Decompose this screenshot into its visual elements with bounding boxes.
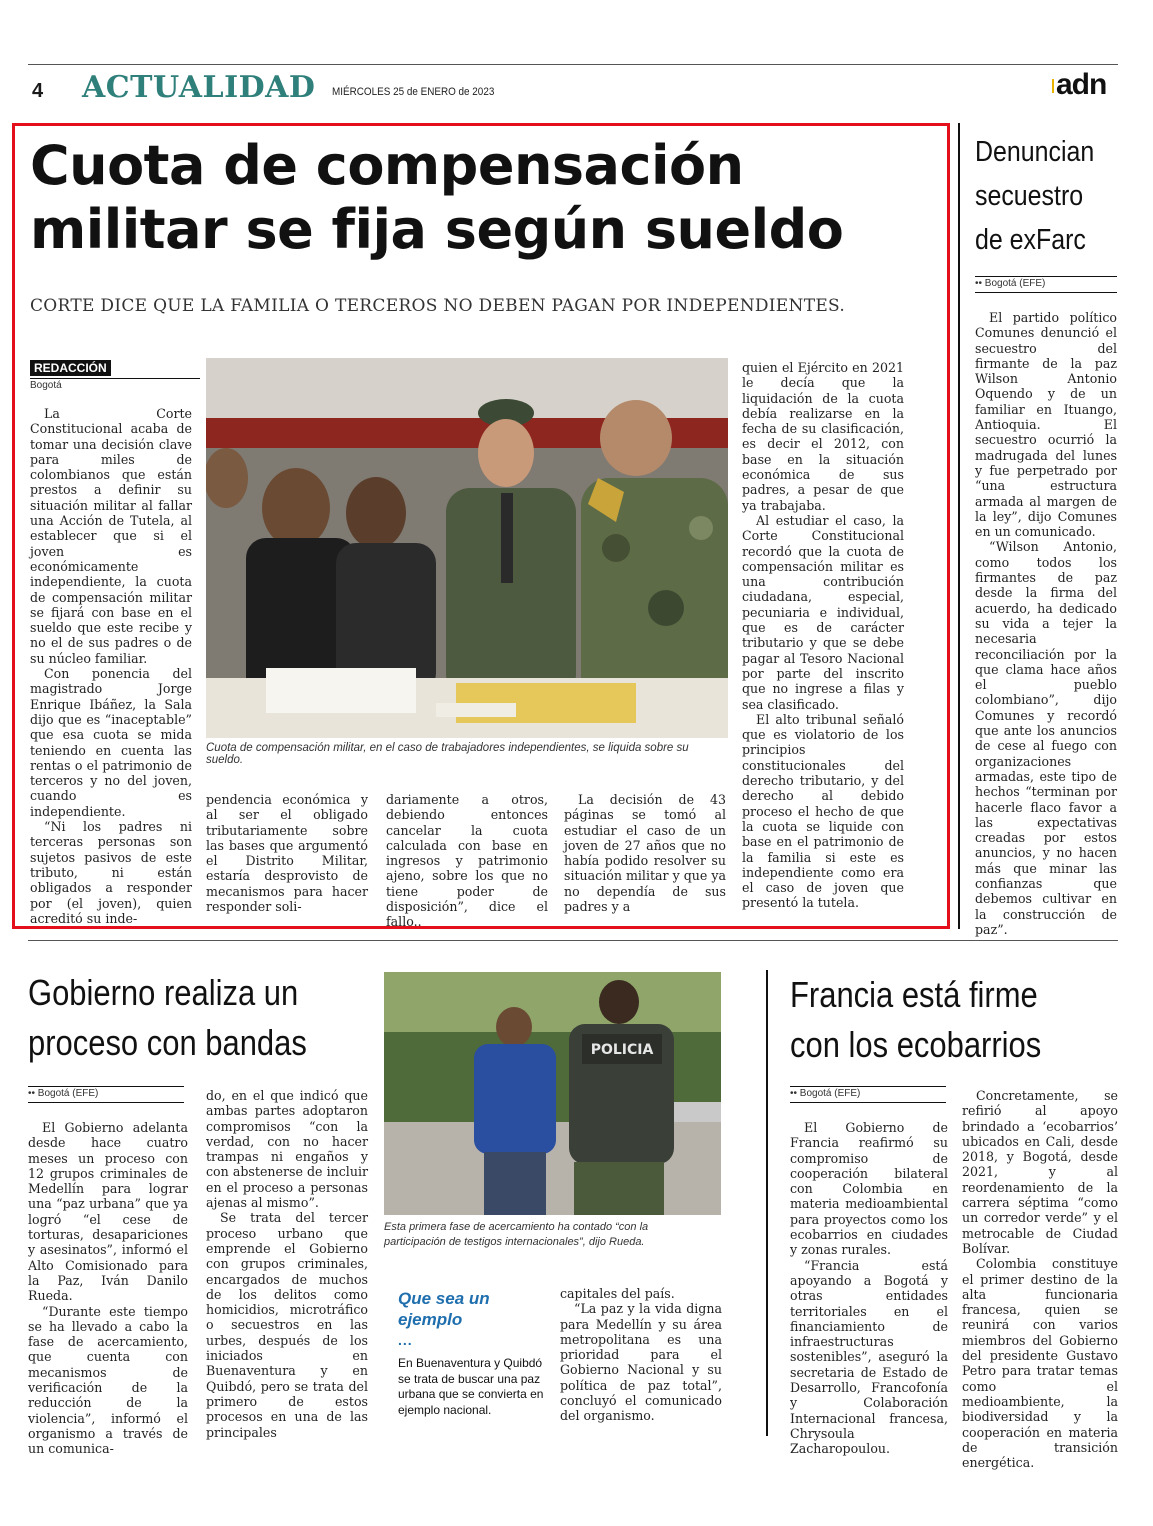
bandas-column-2 xyxy=(206,1088,368,1440)
byline-location: Bogotá xyxy=(30,378,200,391)
bandas-photo xyxy=(384,972,721,1215)
paragraph: do, en el que indicó que ambas partes adoptaron compromisos “con la verdad, con no hacer trampas ni engaños y con abstenerse de incluir en el proceso a personas ajenas al mismo”. xyxy=(206,1088,368,1211)
police-label: POLICIA xyxy=(590,1042,654,1058)
quote-title: Que sea un ejemplo xyxy=(398,1289,490,1329)
paragraph: Al estudiar el caso, la Corte Constitucional recordó que la cuota de compensación militar es una contribución ciudadana, especial, pecuniaria e individual, que es de carácter tributario y que se debe pagar al Tesoro Nacional por parte del inscrito que no ingrese a filas y sea clasificado. xyxy=(742,512,904,712)
paragraph: Se trata del tercer proceso urbano que emprende el Gobierno con grupos criminales, encargados de muchos de los delitos como homicidios, microtráfico o secuestros en las urbes, después de los iniciados en Buenaventura y en Quibdó, pero se trata del primero de estos procesos en una de las principales xyxy=(206,1210,368,1440)
sidebar-headline-line2: secuestro xyxy=(975,180,1084,212)
paragraph: “La paz y la vida digna para Medellín y su área metropolitana es una prioridad para el Gobierno Nacional y su política de paz total”, concluyó el comunicado del organismo. xyxy=(560,1301,722,1424)
main-headline-line2: militar se fija según sueldo xyxy=(30,198,844,261)
paragraph: La Corte Constitucional acaba de tomar una decisión clave para miles de colombianos que están prestos a definir su situación militar al fallar una Acción de Tutela, al establecer que si el joven es económicamente independiente, la cuota de compensación militar se fijará con base en el sueldo que este recibe y no el de sus padres o de su núcleo familiar. xyxy=(30,406,192,666)
paragraph: pendencia económica y al ser el obligado tributariamente sobre las bases que argumentó el Distrito Militar, estaría desprovisto de mecanismos para hacer responder soli- xyxy=(206,792,368,915)
paragraph: quien el Ejército en 2021 le decía que la liquidación de la cuota debía realizarse en la fecha de su clasificación, es decir el 2012, con base en la situación económica de sus padres, a pesar de que ya trabajaba. xyxy=(742,360,904,513)
sidebar-headline xyxy=(975,130,1113,262)
bandas-headline-line2: proceso con bandas xyxy=(28,1022,307,1063)
bandas-column-1 xyxy=(28,1120,188,1457)
paragraph: capitales del país. xyxy=(560,1286,675,1301)
paragraph: “Wilson Antonio, como todos los firmantes de paz desde la firma del acuerdo, ha dedicado su vida a tejer la necesaria reconciliación por la que clama hace años el pueblo colombiano”, dijo Comunes y recordó que ante los anuncios de cese al fuego con organizaciones armadas, este tipo de hechos “terminan por hacerle flaco favor a las expectativas creadas por estos anuncios, y no hacen más que minar las confianzas que debemos cultivar en la construcción de paz”. xyxy=(975,539,1117,937)
quote-body: En Buenaventura y Quibdó se trata de buscar una paz urbana que se convierta en ejemplo nacional. xyxy=(398,1356,544,1417)
main-column-1 xyxy=(30,406,192,926)
main-column-4 xyxy=(564,792,726,914)
logo-accent-mark xyxy=(1052,79,1054,93)
paragraph: “Ni los padres ni terceras personas son sujetos pasivos de este tributo, ni están obligados a responder por (el joven), quien acreditó su inde- xyxy=(30,819,192,926)
sidebar-tag-rule xyxy=(975,276,1117,277)
francia-tag-rule xyxy=(790,1102,946,1103)
francia-tag-rule xyxy=(790,1086,946,1087)
francia-column-2 xyxy=(962,1088,1118,1470)
francia-column-1 xyxy=(790,1120,948,1457)
main-photo xyxy=(206,358,728,738)
column-rule xyxy=(766,970,768,1436)
bandas-tag-rule xyxy=(28,1102,184,1103)
bandas-tag: •• Bogotá (EFE) xyxy=(28,1088,99,1099)
bandas-tag-rule xyxy=(28,1086,184,1087)
paragraph: Concretamente, se refirió al apoyo brindado a ‘ecobarrios’ ubicados en Cali, desde 2018, y Bogotá, desde 2021, y al reordenamiento de la carrera séptima “como un corredor verde” y el metrocable de Ciudad Bolívar. xyxy=(962,1088,1118,1256)
section-rule xyxy=(28,940,1118,941)
francia-headline-line1: Francia está firme xyxy=(790,974,1038,1015)
francia-tag: •• Bogotá (EFE) xyxy=(790,1088,861,1099)
paragraph: dariamente a otros, debiendo entonces cancelar la cuota calculada con base en ingresos y patrimonio ajeno, sobre los que no tiene poder de disposición”, dice el fallo.. xyxy=(386,792,548,930)
section-title: ACTUALIDAD xyxy=(82,70,316,105)
sidebar-column xyxy=(975,310,1117,937)
quote-dots: ... xyxy=(398,1332,413,1348)
paragraph: “Francia está apoyando a Bogotá y otras entidades territoriales en el financiamiento de infraestructuras sostenibles”, aseguró la secretaria de Estado de Desarrollo, Francofonía y Colaboración Internacional francesa, Chrysoula Zacharopoulou. xyxy=(790,1257,948,1457)
francia-headline xyxy=(790,970,1100,1070)
main-headline xyxy=(30,134,930,262)
top-rule xyxy=(28,64,1118,65)
main-column-2 xyxy=(206,792,368,914)
francia-headline-line2: con los ecobarrios xyxy=(790,1024,1042,1065)
brand-logo: adn xyxy=(1056,68,1107,101)
sidebar-tag-rule xyxy=(975,292,1117,293)
paragraph: La decisión de 43 páginas se tomó al estudiar el caso de un joven de 27 años que no había podido resolver su situación militar y que ya no dependía de sus padres y a xyxy=(564,792,726,915)
main-column-5 xyxy=(742,360,904,911)
bandas-column-3 xyxy=(560,1286,722,1424)
page-number: 4 xyxy=(32,80,44,102)
main-deck: CORTE DICE QUE LA FAMILIA O TERCEROS NO DEBEN PAGAN POR INDEPENDIENTES. xyxy=(30,296,846,316)
bandas-headline xyxy=(28,968,372,1068)
paragraph: Colombia constituye el primer destino de la alta funcionaria francesa, quien se reunirá con varios miembros del Gobierno del presidente Gustavo Petro para tratar temas como el medioambiente, la biodiversidad y la cooperación en materia de transición energética. xyxy=(962,1256,1118,1471)
main-column-3 xyxy=(386,792,548,930)
paragraph: El partido político Comunes denunció el secuestro del firmante de la paz Wilson Antonio Oquendo y de un familiar en Ituango, Antioquia. El secuestro ocurrió la madrugada del lunes y fue perpetrado por “una estructura armada al margen de la ley”, dijo Comunes en un comunicado. xyxy=(975,310,1117,540)
sidebar-rule xyxy=(958,123,960,929)
issue-date: MIÉRCOLES 25 de ENERO de 2023 xyxy=(332,86,495,98)
paragraph: Con ponencia del magistrado Jorge Enrique Ibáñez, la Sala dijo que es “inaceptable” que esa cuota se mida teniendo en cuenta las rentas o el patrimonio de terceros y no del joven, cuando es independiente. xyxy=(30,666,192,819)
sidebar-tag: •• Bogotá (EFE) xyxy=(975,278,1046,289)
sidebar-headline-line3: de exFarc xyxy=(975,224,1086,256)
paragraph: El Gobierno adelanta desde hace cuatro meses un proceso con 12 grupos criminales de Medellín para lograr una “paz urbana” que ya logró “el cese de torturas, desapariciones y asesinatos”, informó el Alto Comisionado para la Paz, Iván Danilo Rueda. xyxy=(28,1120,188,1304)
bandas-photo-caption: Esta primera fase de acercamiento ha contado “con la participación de testigos internacionales”, dijo Rueda. xyxy=(384,1221,649,1248)
sidebar-headline-line1: Denuncian xyxy=(975,136,1095,168)
paragraph: “Durante este tiempo se ha llevado a cabo la fase de acercamiento, que cuenta con mecanismos de verificación de la reducción de la violencia”, informó el organismo a través de un comunica- xyxy=(28,1303,188,1457)
byline: REDACCIÓN xyxy=(30,360,111,376)
paragraph: El alto tribunal señaló que es violatorio de los principios constitucionales del derecho tributario, y del derecho al debido proceso el hecho de que la cuota se liquide con base en el patrimonio de la familia si este es independiente como era el caso de joven que presentó la tutela. xyxy=(742,711,904,911)
main-headline-line1: Cuota de compensación xyxy=(30,134,744,197)
bandas-headline-line1: Gobierno realiza un xyxy=(28,972,299,1013)
main-photo-caption: Cuota de compensación militar, en el caso de trabajadores independientes, se liquida sobre su sueldo. xyxy=(206,742,689,766)
paragraph: El Gobierno de Francia reafirmó su compromiso de cooperación bilateral con Colombia en materia medioambiental para proyectos como los ecobarrios en ciudades y zonas rurales. xyxy=(790,1120,948,1258)
